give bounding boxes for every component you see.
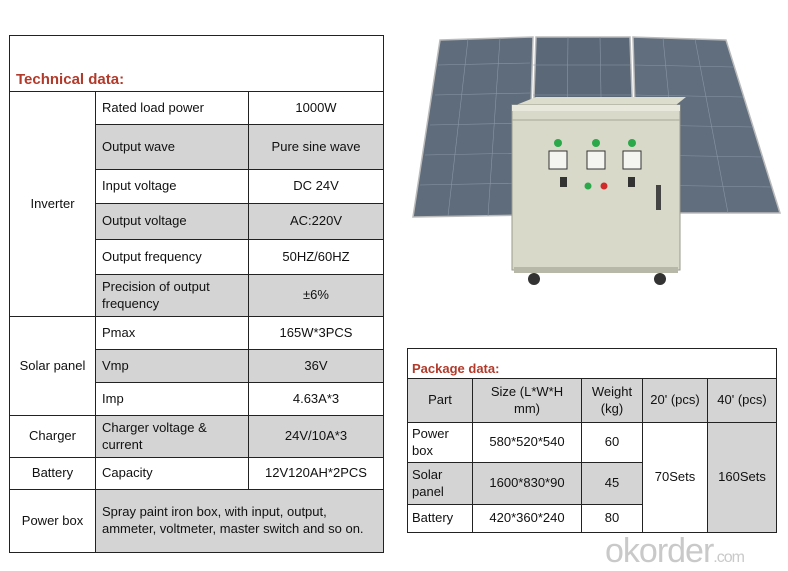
solar-panel-label: Solar panel [10, 317, 96, 416]
value-cell: DC 24V [249, 170, 384, 204]
battery-label: Battery [10, 458, 96, 490]
header-part: Part [408, 379, 473, 423]
size-cell: 580*520*540 [473, 423, 582, 463]
param-cell: Output wave [96, 125, 249, 170]
header-40ft: 40' (pcs) [708, 379, 777, 423]
value-cell: AC:220V [249, 204, 384, 240]
watermark-text: okorder [605, 532, 714, 570]
param-cell: Input voltage [96, 170, 249, 204]
param-cell: Output frequency [96, 240, 249, 275]
param-cell: Pmax [96, 317, 249, 350]
package-data-title: Package data: [408, 349, 777, 379]
charger-label: Charger [10, 416, 96, 458]
power-box-description: Spray paint iron box, with input, output, ammeter, voltmeter, master switch and so on. [96, 490, 384, 553]
param-cell: Capacity [96, 458, 249, 490]
qty-20ft-cell: 70Sets [643, 423, 708, 533]
weight-cell: 45 [582, 463, 643, 505]
value-cell: 1000W [249, 92, 384, 125]
param-cell: Precision of output frequency [96, 275, 249, 317]
watermark-suffix: .com [713, 549, 744, 566]
param-cell: Imp [96, 383, 249, 416]
param-cell: Charger voltage & current [96, 416, 249, 458]
watermark-logo [605, 532, 744, 571]
weight-cell: 60 [582, 423, 643, 463]
header-size: Size (L*W*H mm) [473, 379, 582, 423]
part-cell: Solar panel [408, 463, 473, 505]
technical-data-title: Technical data: [10, 36, 384, 92]
param-cell: Vmp [96, 350, 249, 383]
technical-data-table [9, 35, 384, 553]
package-data-table [407, 348, 777, 533]
value-cell: 165W*3PCS [249, 317, 384, 350]
power-box-label: Power box [10, 490, 96, 553]
size-cell: 420*360*240 [473, 505, 582, 533]
product-photo [408, 35, 786, 290]
value-cell: 4.63A*3 [249, 383, 384, 416]
power-box-image [512, 97, 686, 285]
value-cell: 36V [249, 350, 384, 383]
qty-40ft-cell: 160Sets [708, 423, 777, 533]
size-cell: 1600*830*90 [473, 463, 582, 505]
header-weight: Weight (kg) [582, 379, 643, 423]
inverter-label: Inverter [10, 92, 96, 317]
value-cell: 24V/10A*3 [249, 416, 384, 458]
part-cell: Battery [408, 505, 473, 533]
param-cell: Rated load power [96, 92, 249, 125]
weight-cell: 80 [582, 505, 643, 533]
value-cell: 50HZ/60HZ [249, 240, 384, 275]
part-cell: Power box [408, 423, 473, 463]
value-cell: ±6% [249, 275, 384, 317]
param-cell: Output voltage [96, 204, 249, 240]
header-20ft: 20' (pcs) [643, 379, 708, 423]
value-cell: Pure sine wave [249, 125, 384, 170]
value-cell: 12V120AH*2PCS [249, 458, 384, 490]
